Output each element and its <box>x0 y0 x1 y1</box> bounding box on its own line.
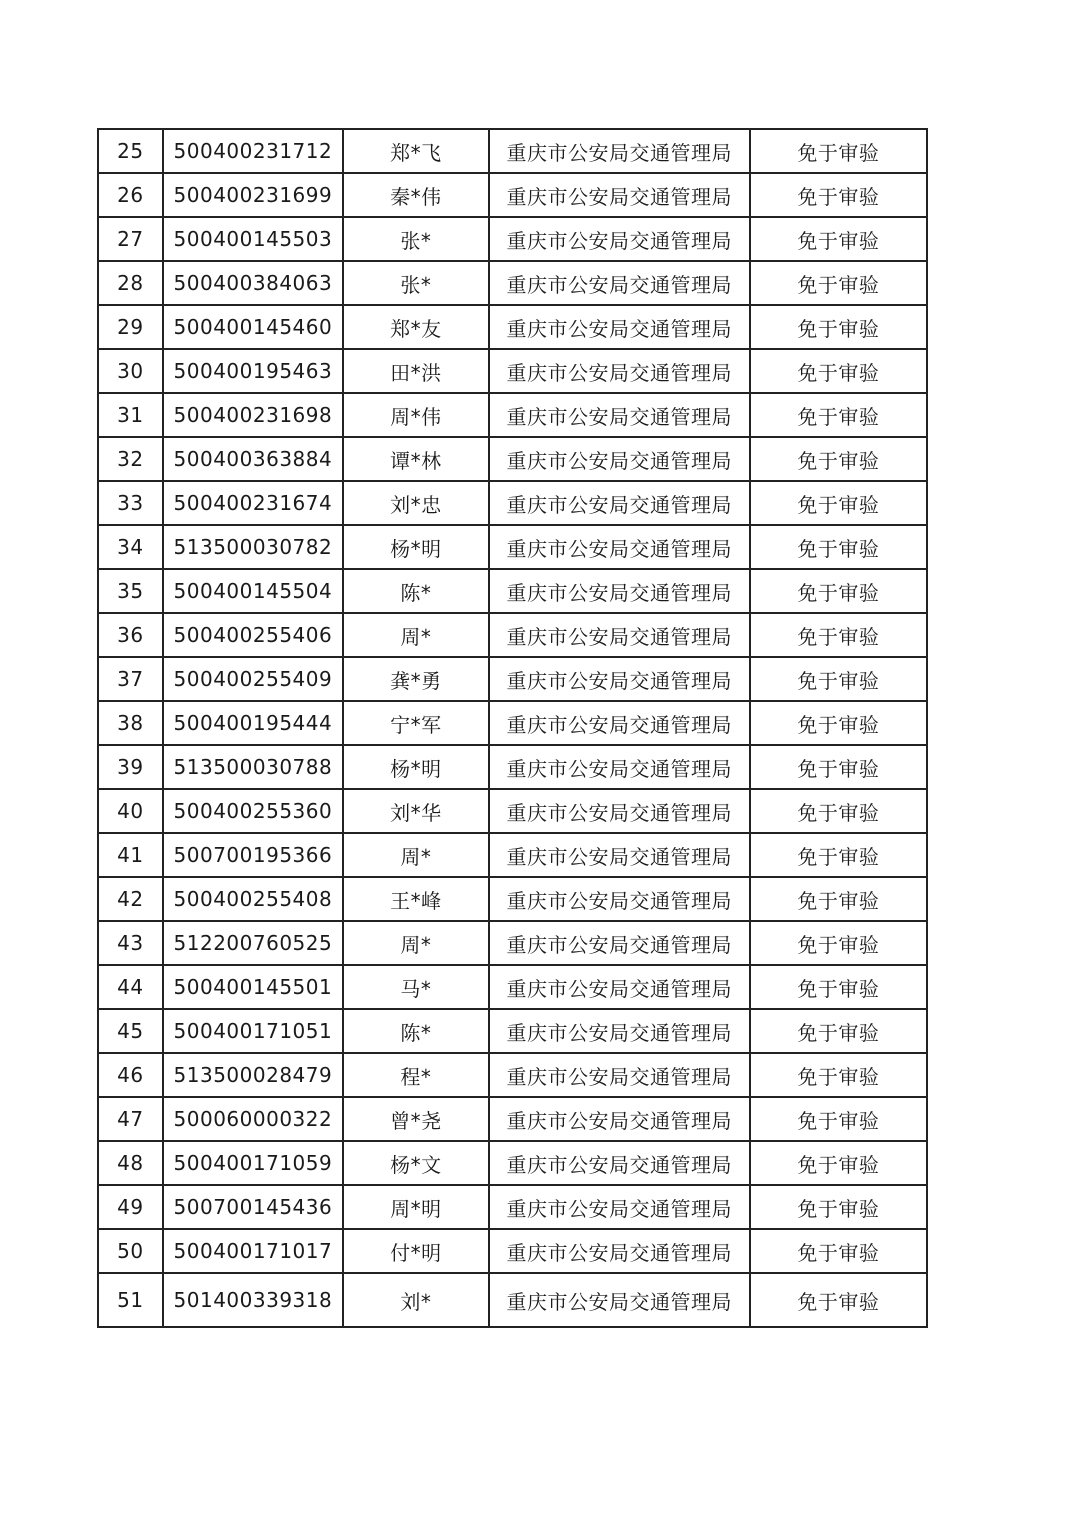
person-name-cell: 郑*友 <box>343 305 489 349</box>
table-row <box>98 701 927 745</box>
person-name-cell: 刘* <box>343 1273 489 1327</box>
table-row <box>98 1141 927 1185</box>
person-name-cell: 王*峰 <box>343 877 489 921</box>
organization-cell: 重庆市公安局交通管理局 <box>489 129 750 173</box>
record-id-cell: 513500030788 <box>163 745 343 789</box>
row-number-cell: 44 <box>98 965 163 1009</box>
organization-cell: 重庆市公安局交通管理局 <box>489 613 750 657</box>
person-name-cell: 龚*勇 <box>343 657 489 701</box>
organization-cell: 重庆市公安局交通管理局 <box>489 173 750 217</box>
record-id-cell: 500400195444 <box>163 701 343 745</box>
organization-cell: 重庆市公安局交通管理局 <box>489 921 750 965</box>
table-row <box>98 1097 927 1141</box>
status-cell: 免于审验 <box>750 877 927 921</box>
record-id-cell: 500400231674 <box>163 481 343 525</box>
status-cell: 免于审验 <box>750 921 927 965</box>
organization-cell: 重庆市公安局交通管理局 <box>489 305 750 349</box>
table-row <box>98 1185 927 1229</box>
row-number-cell: 39 <box>98 745 163 789</box>
status-cell: 免于审验 <box>750 305 927 349</box>
row-number-cell: 41 <box>98 833 163 877</box>
person-name-cell: 曾*尧 <box>343 1097 489 1141</box>
row-number-cell: 48 <box>98 1141 163 1185</box>
table-row <box>98 481 927 525</box>
table-row <box>98 437 927 481</box>
record-id-cell: 500400231712 <box>163 129 343 173</box>
row-number-cell: 40 <box>98 789 163 833</box>
row-number-cell: 38 <box>98 701 163 745</box>
status-cell: 免于审验 <box>750 569 927 613</box>
table-row <box>98 965 927 1009</box>
status-cell: 免于审验 <box>750 1097 927 1141</box>
row-number-cell: 50 <box>98 1229 163 1273</box>
table-row <box>98 217 927 261</box>
organization-cell: 重庆市公安局交通管理局 <box>489 437 750 481</box>
row-number-cell: 31 <box>98 393 163 437</box>
record-table <box>97 128 928 1328</box>
table-row <box>98 833 927 877</box>
table-row <box>98 1273 927 1327</box>
record-id-cell: 500400145460 <box>163 305 343 349</box>
table-row <box>98 1229 927 1273</box>
record-id-cell: 500400145503 <box>163 217 343 261</box>
table-row <box>98 525 927 569</box>
record-id-cell: 513500028479 <box>163 1053 343 1097</box>
record-id-cell: 500400255406 <box>163 613 343 657</box>
organization-cell: 重庆市公安局交通管理局 <box>489 789 750 833</box>
organization-cell: 重庆市公安局交通管理局 <box>489 569 750 613</box>
status-cell: 免于审验 <box>750 349 927 393</box>
record-id-cell: 500400171051 <box>163 1009 343 1053</box>
table-row <box>98 877 927 921</box>
status-cell: 免于审验 <box>750 1141 927 1185</box>
organization-cell: 重庆市公安局交通管理局 <box>489 349 750 393</box>
row-number-cell: 43 <box>98 921 163 965</box>
row-number-cell: 51 <box>98 1273 163 1327</box>
status-cell: 免于审验 <box>750 261 927 305</box>
row-number-cell: 35 <box>98 569 163 613</box>
record-id-cell: 500400363884 <box>163 437 343 481</box>
organization-cell: 重庆市公安局交通管理局 <box>489 1141 750 1185</box>
person-name-cell: 刘*华 <box>343 789 489 833</box>
record-id-cell: 500400171059 <box>163 1141 343 1185</box>
record-id-cell: 513500030782 <box>163 525 343 569</box>
table-row <box>98 613 927 657</box>
status-cell: 免于审验 <box>750 1053 927 1097</box>
row-number-cell: 32 <box>98 437 163 481</box>
row-number-cell: 46 <box>98 1053 163 1097</box>
person-name-cell: 杨*明 <box>343 745 489 789</box>
person-name-cell: 秦*伟 <box>343 173 489 217</box>
organization-cell: 重庆市公安局交通管理局 <box>489 657 750 701</box>
organization-cell: 重庆市公安局交通管理局 <box>489 1273 750 1327</box>
table-row <box>98 789 927 833</box>
row-number-cell: 34 <box>98 525 163 569</box>
status-cell: 免于审验 <box>750 613 927 657</box>
row-number-cell: 49 <box>98 1185 163 1229</box>
status-cell: 免于审验 <box>750 1273 927 1327</box>
table-row <box>98 745 927 789</box>
organization-cell: 重庆市公安局交通管理局 <box>489 1185 750 1229</box>
table-row <box>98 305 927 349</box>
status-cell: 免于审验 <box>750 1185 927 1229</box>
record-id-cell: 500400255408 <box>163 877 343 921</box>
status-cell: 免于审验 <box>750 481 927 525</box>
organization-cell: 重庆市公安局交通管理局 <box>489 1097 750 1141</box>
person-name-cell: 周* <box>343 921 489 965</box>
status-cell: 免于审验 <box>750 745 927 789</box>
status-cell: 免于审验 <box>750 393 927 437</box>
organization-cell: 重庆市公安局交通管理局 <box>489 701 750 745</box>
record-id-cell: 500400195463 <box>163 349 343 393</box>
organization-cell: 重庆市公安局交通管理局 <box>489 1009 750 1053</box>
table-row <box>98 657 927 701</box>
record-id-cell: 500400231698 <box>163 393 343 437</box>
person-name-cell: 周*明 <box>343 1185 489 1229</box>
record-id-cell: 500700195366 <box>163 833 343 877</box>
table-row <box>98 261 927 305</box>
person-name-cell: 谭*林 <box>343 437 489 481</box>
row-number-cell: 45 <box>98 1009 163 1053</box>
table-row <box>98 1053 927 1097</box>
status-cell: 免于审验 <box>750 217 927 261</box>
row-number-cell: 28 <box>98 261 163 305</box>
table-row <box>98 129 927 173</box>
row-number-cell: 42 <box>98 877 163 921</box>
status-cell: 免于审验 <box>750 129 927 173</box>
row-number-cell: 26 <box>98 173 163 217</box>
record-id-cell: 500400171017 <box>163 1229 343 1273</box>
status-cell: 免于审验 <box>750 965 927 1009</box>
person-name-cell: 陈* <box>343 1009 489 1053</box>
status-cell: 免于审验 <box>750 701 927 745</box>
table-row <box>98 393 927 437</box>
record-id-cell: 501400339318 <box>163 1273 343 1327</box>
person-name-cell: 杨*文 <box>343 1141 489 1185</box>
table-row <box>98 569 927 613</box>
table-row <box>98 173 927 217</box>
status-cell: 免于审验 <box>750 525 927 569</box>
organization-cell: 重庆市公安局交通管理局 <box>489 481 750 525</box>
person-name-cell: 周* <box>343 613 489 657</box>
table-row <box>98 921 927 965</box>
row-number-cell: 47 <box>98 1097 163 1141</box>
status-cell: 免于审验 <box>750 437 927 481</box>
row-number-cell: 29 <box>98 305 163 349</box>
person-name-cell: 周*伟 <box>343 393 489 437</box>
record-id-cell: 512200760525 <box>163 921 343 965</box>
record-id-cell: 500060000322 <box>163 1097 343 1141</box>
status-cell: 免于审验 <box>750 657 927 701</box>
row-number-cell: 27 <box>98 217 163 261</box>
table-body <box>98 129 927 1327</box>
table-row <box>98 1009 927 1053</box>
status-cell: 免于审验 <box>750 173 927 217</box>
record-id-cell: 500400145504 <box>163 569 343 613</box>
row-number-cell: 33 <box>98 481 163 525</box>
person-name-cell: 宁*军 <box>343 701 489 745</box>
status-cell: 免于审验 <box>750 1229 927 1273</box>
person-name-cell: 张* <box>343 217 489 261</box>
organization-cell: 重庆市公安局交通管理局 <box>489 833 750 877</box>
row-number-cell: 36 <box>98 613 163 657</box>
person-name-cell: 郑*飞 <box>343 129 489 173</box>
organization-cell: 重庆市公安局交通管理局 <box>489 745 750 789</box>
record-id-cell: 500400231699 <box>163 173 343 217</box>
organization-cell: 重庆市公安局交通管理局 <box>489 1053 750 1097</box>
person-name-cell: 田*洪 <box>343 349 489 393</box>
organization-cell: 重庆市公安局交通管理局 <box>489 525 750 569</box>
organization-cell: 重庆市公安局交通管理局 <box>489 965 750 1009</box>
status-cell: 免于审验 <box>750 789 927 833</box>
record-id-cell: 500400255360 <box>163 789 343 833</box>
row-number-cell: 37 <box>98 657 163 701</box>
person-name-cell: 程* <box>343 1053 489 1097</box>
organization-cell: 重庆市公安局交通管理局 <box>489 393 750 437</box>
status-cell: 免于审验 <box>750 1009 927 1053</box>
person-name-cell: 张* <box>343 261 489 305</box>
row-number-cell: 30 <box>98 349 163 393</box>
person-name-cell: 杨*明 <box>343 525 489 569</box>
organization-cell: 重庆市公安局交通管理局 <box>489 261 750 305</box>
record-id-cell: 500700145436 <box>163 1185 343 1229</box>
person-name-cell: 付*明 <box>343 1229 489 1273</box>
record-id-cell: 500400384063 <box>163 261 343 305</box>
person-name-cell: 陈* <box>343 569 489 613</box>
organization-cell: 重庆市公安局交通管理局 <box>489 1229 750 1273</box>
organization-cell: 重庆市公安局交通管理局 <box>489 217 750 261</box>
status-cell: 免于审验 <box>750 833 927 877</box>
table-row <box>98 349 927 393</box>
person-name-cell: 周* <box>343 833 489 877</box>
organization-cell: 重庆市公安局交通管理局 <box>489 877 750 921</box>
row-number-cell: 25 <box>98 129 163 173</box>
record-id-cell: 500400145501 <box>163 965 343 1009</box>
person-name-cell: 马* <box>343 965 489 1009</box>
person-name-cell: 刘*忠 <box>343 481 489 525</box>
record-id-cell: 500400255409 <box>163 657 343 701</box>
